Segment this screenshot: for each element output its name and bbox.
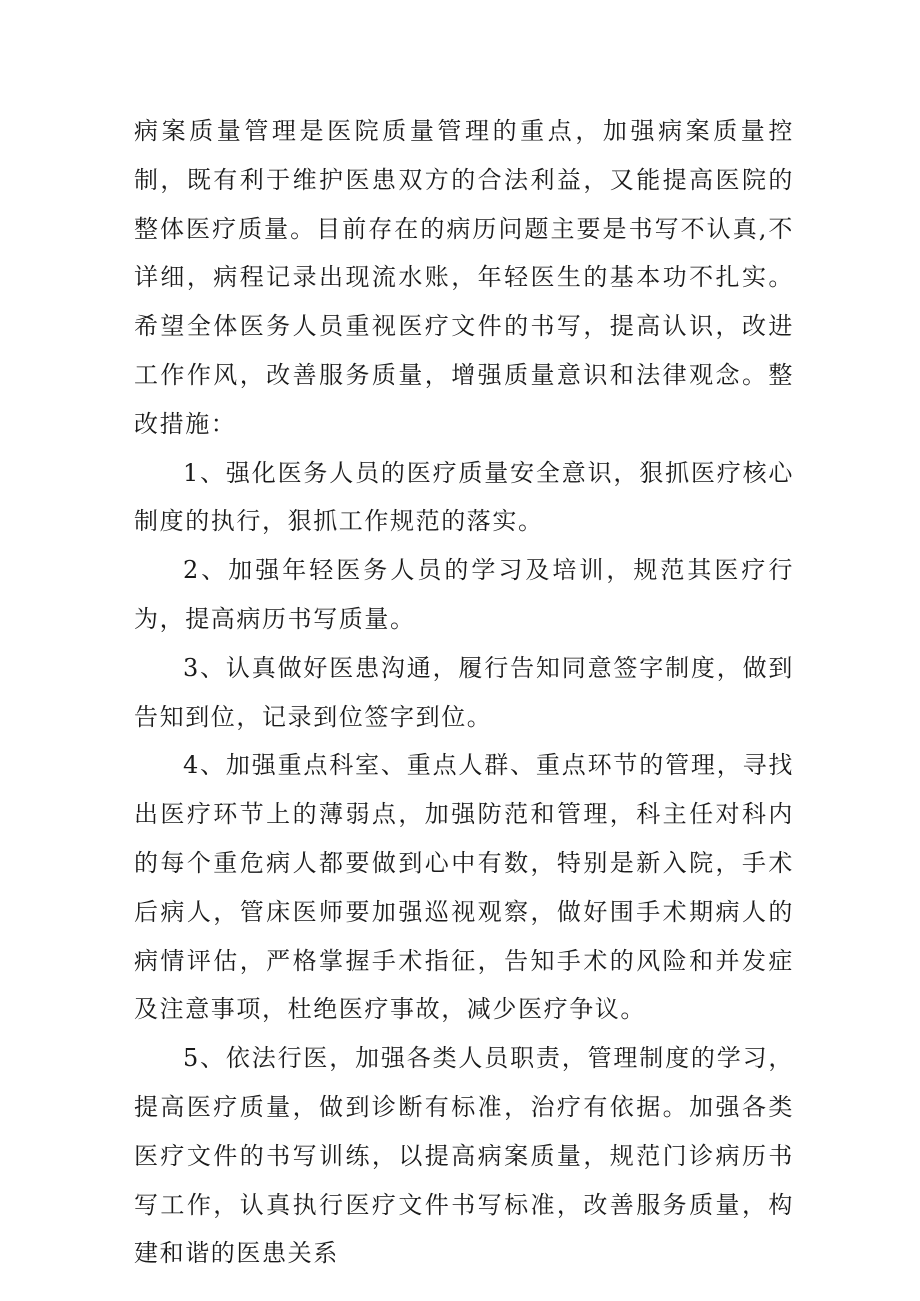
document-body <box>134 107 794 1278</box>
paragraph-measure-1: 1、强化医务人员的医疗质量安全意识，狠抓医疗核心制度的执行，狠抓工作规范的落实。 <box>134 458 794 536</box>
paragraph-measure-5: 5、依法行医，加强各类人员职责，管理制度的学习，提高医疗质量，做到诊断有标准，治疗有依据。加强各类医疗文件的书写训练，以提高病案质量，规范门诊病历书写工作，认真执行医疗文件书写标准，改善服务质量，构建和谐的医患关系 <box>134 1044 794 1268</box>
paragraph-measure-3: 3、认真做好医患沟通，履行告知同意签字制度，做到告知到位，记录到位签字到位。 <box>134 653 794 731</box>
paragraph-measure-2: 2、加强年轻医务人员的学习及培训，规范其医疗行为，提高病历书写质量。 <box>134 556 794 633</box>
paragraph-measure-4: 4、加强重点科室、重点人群、重点环节的管理，寻找出医疗环节上的薄弱点，加强防范和管理，科主任对科内的每个重危病人都要做到心中有数，特别是新入院，手术后病人，管床医师要加强巡视观察，做好围手术期病人的病情评估，严格掌握手术指征，告知手术的风险和并发症及注意事项，杜绝医疗事故，减少医疗争议。 <box>134 751 794 1024</box>
paragraph-intro: 病案质量管理是医院质量管理的重点，加强病案质量控制，既有利于维护医患双方的合法利益，又能提高医院的整体医疗质量。目前存在的病历问题主要是书写不认真,不详细，病程记录出现流水账，年轻医生的基本功不扎实。希望全体医务人员重视医疗文件的书写，提高认识，改进工作作风，改善服务质量，增强质量意识和法律观念。整改措施： <box>134 117 794 438</box>
